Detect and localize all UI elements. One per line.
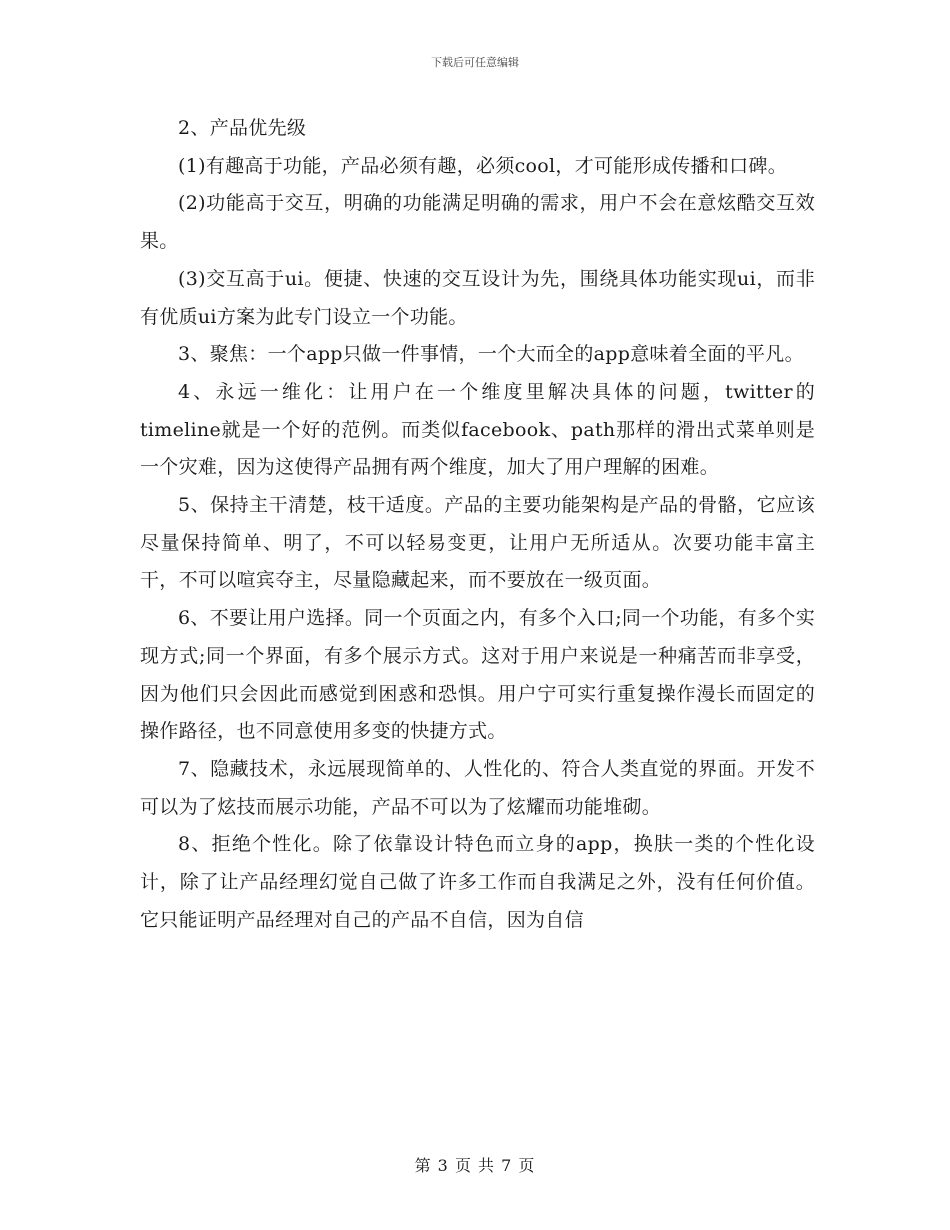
- paragraph-fun-over-function: (1)有趣高于功能，产品必须有趣，必须cool，才可能形成传播和口碑。: [178, 154, 788, 177]
- paragraph-no-choice: 6、不要让用户选择。同一个页面之内，有多个入口;同一个功能，有多个实现方式;同一个界面，有多个展示方式。这对于用户来说是一种痛苦而非享受，因为他们只会因此而感觉到困惑和恐惧。用户宁可实行重复操作漫长而固定的操作路径，也不同意使用多变的快捷方式。: [140, 607, 815, 743]
- paragraph-hide-tech: 7、隐藏技术，永远展现简单的、人性化的、符合人类直觉的界面。开发不可以为了炫技而展示功能，产品不可以为了炫耀而功能堆砌。: [140, 757, 815, 818]
- paragraph-function-over-interaction: (2)功能高于交互，明确的功能满足明确的需求，用户不会在意炫酷交互效果。: [140, 192, 815, 253]
- page-footer: 第 3 页 共 7 页: [414, 1156, 536, 1175]
- paragraph-interaction-over-ui: (3)交互高于ui。便捷、快速的交互设计为先，围绕具体功能实现ui，而非有优质ui方案为此专门设立一个功能。: [140, 267, 815, 328]
- section-heading-priority: 2、产品优先级: [178, 117, 307, 139]
- paragraph-reject-personalization: 8、拒绝个性化。除了依靠设计特色而立身的app，换肤一类的个性化设计，除了让产品经理幻觉自己做了许多工作而自我满足之外，没有任何价值。它只能证明产品经理对自己的产品不自信，因为自信: [140, 833, 815, 931]
- paragraph-one-dimension: 4、永远一维化：让用户在一个维度里解决具体的问题，twitter的timeline就是一个好的范例。而类似facebook、path那样的滑出式菜单则是一个灾难，因为这使得产品拥有两个维度，加大了用户理解的困难。: [140, 380, 815, 479]
- document-body: [140, 110, 815, 939]
- page-header: 下载后可任意编辑: [431, 56, 519, 69]
- paragraph-clear-trunk: 5、保持主干清楚，枝干适度。产品的主要功能架构是产品的骨骼，它应该尽量保持简单、明了，不可以轻易变更，让用户无所适从。次要功能丰富主干，不可以喧宾夺主，尽量隐藏起来，而不要放在一级页面。: [140, 494, 815, 592]
- paragraph-focus: 3、聚焦：一个app只做一件事情，一个大而全的app意味着全面的平凡。: [178, 343, 804, 366]
